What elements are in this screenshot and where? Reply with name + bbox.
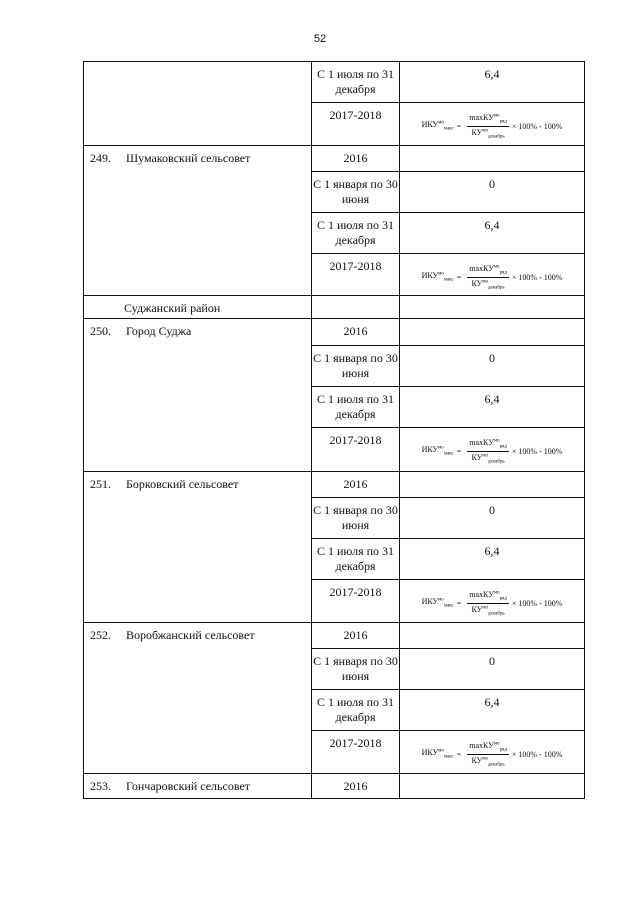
formula-cell <box>400 103 585 146</box>
period-cell: С 1 января по 30 июня <box>312 498 400 539</box>
value-cell <box>400 623 585 649</box>
settlement-cell <box>84 319 312 472</box>
value-cell: 0 <box>400 172 585 213</box>
formula-fraction <box>467 590 509 616</box>
period-cell: 2016 <box>312 472 400 498</box>
period-cell: С 1 июля по 31 декабря <box>312 62 400 103</box>
settlement-name: Гончаровский сельсовет <box>126 779 251 793</box>
district-heading: Суджанский район <box>84 296 312 319</box>
settlement-name: Борковский сельсовет <box>126 477 239 491</box>
formula-fraction <box>467 741 509 767</box>
formula-cell <box>400 580 585 623</box>
index-formula <box>421 264 563 291</box>
table-row <box>84 319 585 346</box>
row-number: 249. <box>90 151 111 165</box>
formula-denominator: $КУ^{мо}_{декабрь}$ <box>471 452 505 465</box>
settlement-cell <box>84 472 312 623</box>
formula-numerator: maxКУ$^{мо}_{ряд}$ <box>469 590 507 602</box>
formula-expression <box>422 741 563 767</box>
formula-tail: × 100% - 100% <box>511 598 563 608</box>
table-row <box>84 623 585 649</box>
formula-fraction <box>467 113 509 139</box>
formula-lhs: $ИКУ^{мо}_{макс}$ <box>421 748 454 760</box>
formula-numerator: maxКУ$^{мо}_{ряд}$ <box>469 438 507 450</box>
formula-expression <box>422 438 563 464</box>
formula-cell <box>400 428 585 472</box>
settlement-name: Шумаковский сельсовет <box>126 151 251 165</box>
value-cell <box>400 319 585 346</box>
formula-fraction <box>467 438 509 464</box>
formula-tail: × 100% - 100% <box>511 121 563 131</box>
period-cell <box>312 296 400 319</box>
formula-denominator: $КУ^{мо}_{декабрь}$ <box>471 278 505 291</box>
formula-cell <box>400 731 585 774</box>
formula-lhs: $ИКУ^{мо}_{макс}$ <box>421 445 454 457</box>
period-cell: С 1 января по 30 июня <box>312 172 400 213</box>
period-cell: 2017-2018 <box>312 254 400 296</box>
formula-equals: = <box>456 749 462 759</box>
tariff-table <box>83 61 585 799</box>
period-cell: 2017-2018 <box>312 580 400 623</box>
page-number: 52 <box>313 33 327 45</box>
value-cell: 6,4 <box>400 387 585 428</box>
settlement-name: Город Суджа <box>126 324 192 338</box>
settlement-name: Воробжанский сельсовет <box>126 628 255 642</box>
table-row <box>84 774 585 799</box>
row-number: 250. <box>90 324 111 338</box>
settlement-cell <box>84 774 312 799</box>
formula-tail: × 100% - 100% <box>511 272 563 282</box>
period-cell: С 1 июля по 31 декабря <box>312 387 400 428</box>
formula-numerator: maxКУ$^{мо}_{ряд}$ <box>469 113 507 125</box>
formula-numerator: maxКУ$^{мо}_{ряд}$ <box>469 741 507 753</box>
index-formula <box>421 438 563 465</box>
value-cell: 6,4 <box>400 213 585 254</box>
formula-denominator: $КУ^{мо}_{декабрь}$ <box>471 755 505 768</box>
row-number: 252. <box>90 628 111 642</box>
formula-lhs: $ИКУ^{мо}_{макс}$ <box>421 597 454 609</box>
period-cell: С 1 января по 30 июня <box>312 346 400 387</box>
index-formula <box>421 113 563 140</box>
period-cell: 2017-2018 <box>312 103 400 146</box>
period-cell: С 1 июля по 31 декабря <box>312 690 400 731</box>
row-number: 253. <box>90 779 111 793</box>
formula-denominator: $КУ^{мо}_{декабрь}$ <box>471 127 505 140</box>
formula-equals: = <box>456 121 462 131</box>
period-cell: С 1 июля по 31 декабря <box>312 539 400 580</box>
table-row <box>84 472 585 498</box>
value-cell: 6,4 <box>400 690 585 731</box>
table-row <box>84 146 585 172</box>
period-cell: 2017-2018 <box>312 428 400 472</box>
formula-tail: × 100% - 100% <box>511 446 563 456</box>
formula-lhs: $ИКУ^{мо}_{макс}$ <box>421 271 454 283</box>
value-cell: 0 <box>400 498 585 539</box>
period-cell: С 1 января по 30 июня <box>312 649 400 690</box>
value-cell <box>400 296 585 319</box>
formula-equals: = <box>456 446 462 456</box>
formula-tail: × 100% - 100% <box>511 749 563 759</box>
value-cell <box>400 774 585 799</box>
value-cell: 6,4 <box>400 62 585 103</box>
value-cell <box>400 472 585 498</box>
settlement-cell <box>84 62 312 146</box>
formula-equals: = <box>456 272 462 282</box>
value-cell <box>400 146 585 172</box>
value-cell: 0 <box>400 649 585 690</box>
formula-lhs: $ИКУ^{мо}_{макс}$ <box>421 120 454 132</box>
index-formula <box>421 741 563 768</box>
formula-expression <box>422 590 563 616</box>
period-cell: С 1 июля по 31 декабря <box>312 213 400 254</box>
period-cell: 2016 <box>312 623 400 649</box>
table-row <box>84 296 585 319</box>
formula-denominator: $КУ^{мо}_{декабрь}$ <box>471 604 505 617</box>
formula-expression <box>422 264 563 290</box>
formula-cell <box>400 254 585 296</box>
formula-equals: = <box>456 598 462 608</box>
period-cell: 2016 <box>312 319 400 346</box>
period-cell: 2016 <box>312 774 400 799</box>
settlement-cell <box>84 146 312 296</box>
formula-fraction <box>467 264 509 290</box>
table-row <box>84 62 585 103</box>
value-cell: 0 <box>400 346 585 387</box>
value-cell: 6,4 <box>400 539 585 580</box>
formula-expression <box>422 113 563 139</box>
period-cell: 2017-2018 <box>312 731 400 774</box>
row-number: 251. <box>90 477 111 491</box>
index-formula <box>421 590 563 617</box>
period-cell: 2016 <box>312 146 400 172</box>
settlement-cell <box>84 623 312 774</box>
formula-numerator: maxКУ$^{мо}_{ряд}$ <box>469 264 507 276</box>
